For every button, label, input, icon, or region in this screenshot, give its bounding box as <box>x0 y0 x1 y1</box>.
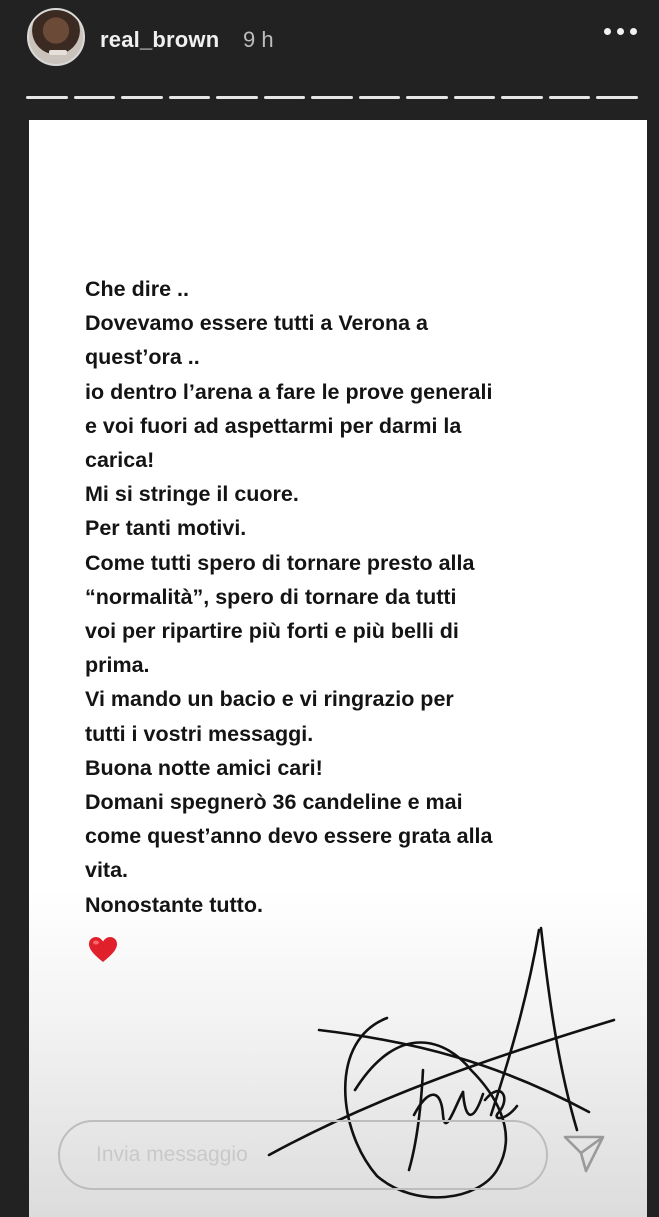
story-line: e voi fuori ad aspettarmi per darmi la <box>85 413 462 438</box>
username[interactable]: real_brown <box>100 27 220 52</box>
story-line: quest’ora .. <box>85 345 200 370</box>
progress-segment <box>406 96 448 99</box>
heart-emoji-icon <box>88 936 118 964</box>
progress-segment <box>596 96 638 99</box>
story-text <box>85 272 625 922</box>
avatar[interactable] <box>27 8 85 66</box>
story-line: Per tanti motivi. <box>85 516 247 541</box>
story-line: Come tutti spero di tornare presto alla <box>85 550 475 575</box>
progress-segment <box>549 96 591 99</box>
more-dot <box>617 28 624 35</box>
story-line: Che dire .. <box>85 277 189 301</box>
story-line: Vi mando un bacio e vi ringrazio per <box>85 687 454 712</box>
more-dot <box>630 28 637 35</box>
progress-segment <box>216 96 258 99</box>
avatar-mark <box>49 50 67 55</box>
more-dot <box>604 28 611 35</box>
progress-segment <box>359 96 401 99</box>
story-line: Domani spegnerò 36 candeline e mai <box>85 790 463 815</box>
story-line: voi per ripartire più forti e più belli di <box>85 619 459 644</box>
story-time: 9 h <box>243 27 274 52</box>
story-line: come quest’anno devo essere grata alla <box>85 824 493 849</box>
send-message-placeholder: Invia messaggio <box>96 1143 248 1166</box>
story-progress-bar <box>26 96 638 99</box>
progress-segment <box>311 96 353 99</box>
more-options-icon[interactable] <box>604 28 637 35</box>
progress-segment <box>121 96 163 99</box>
send-message-input[interactable] <box>58 1120 548 1190</box>
story-line: “normalità”, spero di tornare da tutti <box>85 584 457 609</box>
story-line: io dentro l’arena a fare le prove generali <box>85 379 493 404</box>
send-icon[interactable] <box>562 1133 606 1175</box>
story-line: Nonostante tutto. <box>85 892 263 917</box>
story-line: vita. <box>85 858 129 883</box>
story-line: Buona notte amici cari! <box>85 755 323 780</box>
progress-segment <box>169 96 211 99</box>
progress-segment <box>74 96 116 99</box>
progress-segment <box>501 96 543 99</box>
story-line: carica! <box>85 448 155 473</box>
story-line: Dovevamo essere tutti a Verona a <box>85 311 428 336</box>
story-line: prima. <box>85 653 150 678</box>
story-line: Mi si stringe il cuore. <box>85 482 299 507</box>
story-line: tutti i vostri messaggi. <box>85 721 314 746</box>
progress-segment <box>454 96 496 99</box>
progress-segment <box>264 96 306 99</box>
story-header <box>0 0 659 90</box>
progress-segment <box>26 96 68 99</box>
story-card[interactable] <box>29 120 647 1217</box>
